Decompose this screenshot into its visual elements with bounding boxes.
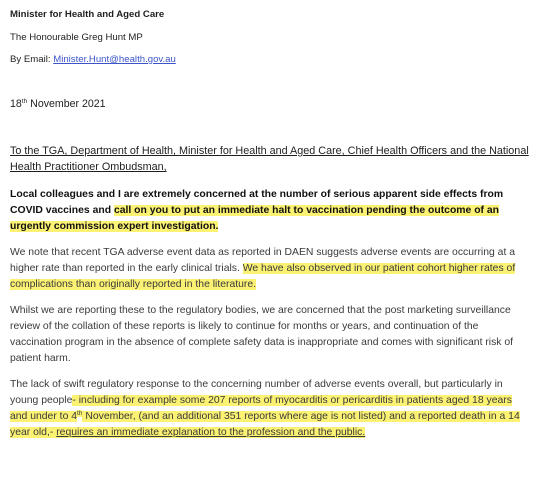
paragraph-concern-text: Local colleagues and I are extremely concerned at the number of serious apparent side effects from COVID vaccines and [10, 189, 504, 216]
addressee-name: The Honourable Greg Hunt MP [10, 32, 143, 43]
recipients-line: To the TGA, Department of Health, Minister for Health and Aged Care, Chief Health Officers and the National Health Practitioner Ombudsman, [10, 145, 529, 173]
paragraph-daen-highlight: We have also observed in our patient cohort higher rates of complications than originally reported in the literature. [10, 263, 516, 290]
letter-date [10, 98, 529, 111]
email-link[interactable]: Minister.Hunt@health.gov.au [53, 54, 176, 65]
paragraph-concern [10, 187, 529, 235]
paragraph-concern-highlight: call on you to put an immediate halt to vaccination pending the outcome of an urgently commission expert investigation. [10, 205, 500, 232]
paragraph-regulatory-highlight-a: - including for example some 207 reports of myocarditis or pericarditis in patients aged 18 years and under to 4 [10, 395, 512, 422]
paragraph-regulatory-sup: th [77, 410, 83, 417]
paragraph-daen-text: We note that recent TGA adverse event data as reported in DAEN suggests adverse events are occurring at a higher rate than reported in the early clinical trials. [10, 247, 515, 274]
minister-title: Minister for Health and Aged Care [10, 9, 165, 20]
email-label: By Email: [10, 54, 51, 65]
paragraph-regulatory [10, 377, 529, 441]
email-line [10, 53, 529, 66]
date-suffix: th [21, 98, 28, 105]
paragraph-regulatory-text: The lack of swift regulatory response to the concerning number of adverse events overall, but particularly in young people [10, 379, 503, 406]
date-day: 18 [10, 98, 22, 110]
paragraph-surveillance: Whilst we are reporting these to the regulatory bodies, we are concerned that the post marketing surveillance review of the collation of these reports is likely to continue for months or years, and continuation of the vaccination program in the absence of complete safety data is inappropriate and comes with significant risk of patient harm. [10, 305, 514, 364]
date-month-year: November 2021 [27, 98, 106, 110]
paragraph-daen [10, 245, 529, 293]
paragraph-regulatory-highlight-b: November, (and an additional 351 reports where age is not listed) and a reported death in a 14 year old,- [10, 411, 520, 438]
paragraph-regulatory-highlight-underlined: requires an immediate explanation to the profession and the public. [56, 427, 366, 438]
